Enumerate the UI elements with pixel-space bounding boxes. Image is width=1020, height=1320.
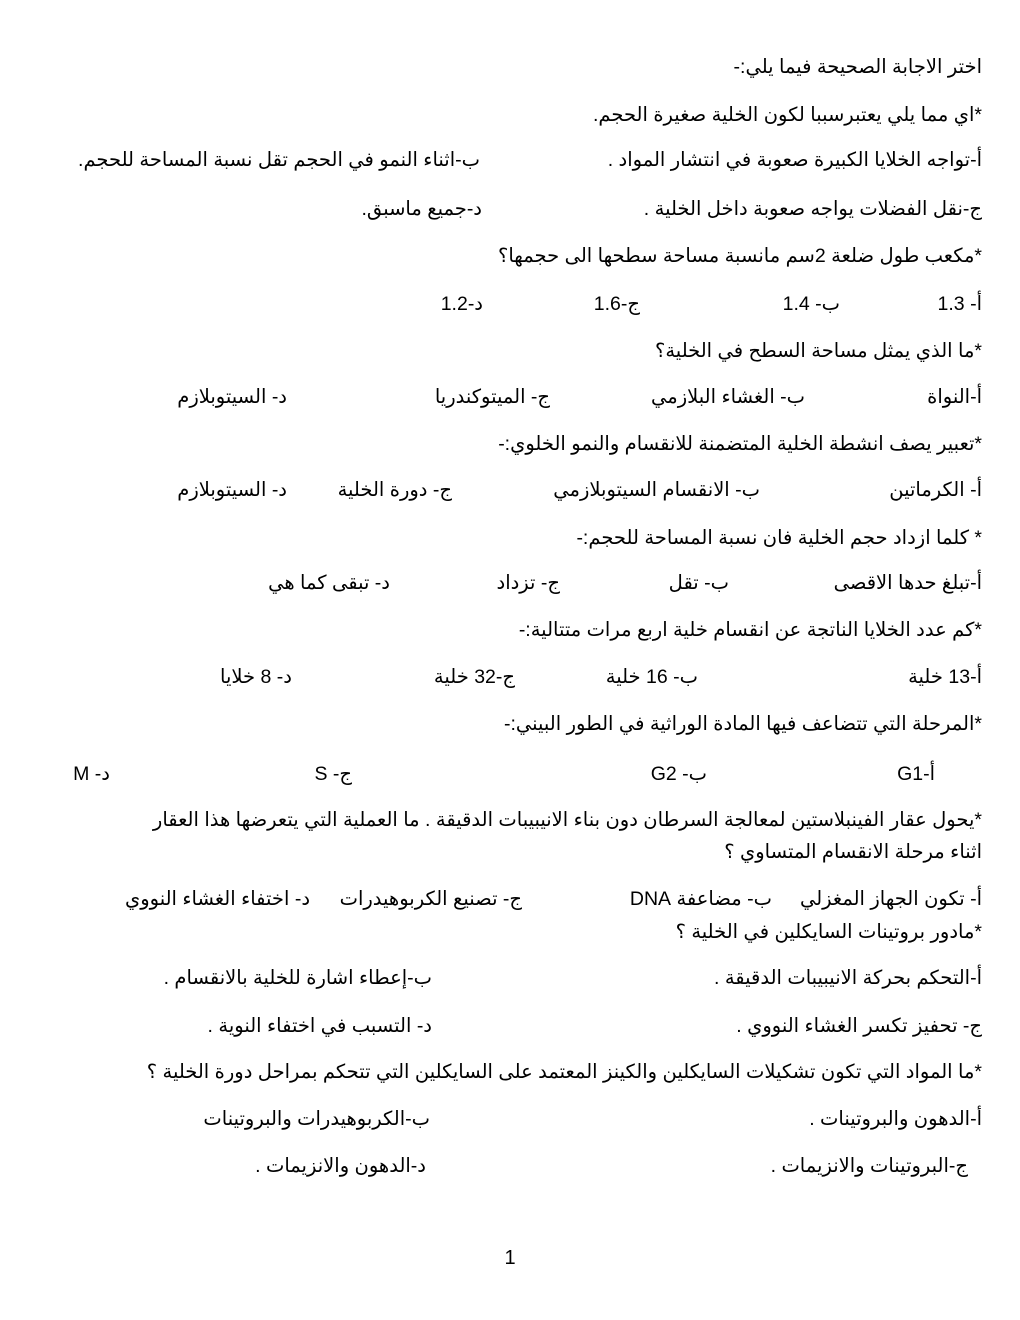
q8-option-c: ج- تصنيع الكربوهيدرات	[339, 888, 522, 910]
q8-option-b: ب- مضاعفة DNA	[629, 888, 772, 910]
q1-option-b: ب-اثناء النمو في الحجم تقل نسبة المساحة للحجم.	[78, 149, 480, 171]
q2-option-a: أ- 1.3	[937, 293, 982, 315]
q4-option-c: ج- دورة الخلية	[337, 479, 452, 501]
q1-option-d: د-جميع ماسبق.	[361, 198, 482, 220]
q2-option-b: ب- 1.4	[782, 293, 840, 315]
q6-option-a: أ-13 خلية	[908, 666, 982, 688]
q3-option-b: ب- الغشاء البلازمي	[651, 386, 805, 408]
question-6: *كم عدد الخلايا الناتجة عن انقسام خلية اربع مرات متتالية:-	[518, 619, 982, 641]
q5-option-a: أ-تبلغ حدها الاقصى	[833, 572, 982, 594]
q10-option-c: ج-البروتينات والانزيمات .	[770, 1155, 968, 1177]
question-9: *مادور بروتينات السايكلين في الخلية ؟	[675, 921, 982, 943]
question-10: *ما المواد التي تكون تشكيلات السايكلين والكينز المعتمد على السايكلين التي تتحكم بمراحل دورة الخلية ؟	[146, 1061, 982, 1083]
question-8: *يحول عقار الفينبلاستين لمعالجة السرطان دون بناء الانيبيبات الدقيقة . ما العملية التي يتعرضها هذا العقار	[152, 809, 982, 831]
q10-option-d: د-الدهون والانزيمات .	[255, 1155, 426, 1177]
q6-option-b: ب- 16 خلية	[605, 666, 698, 688]
page-number: 1	[504, 1247, 516, 1269]
q9-option-a: أ-التحكم بحركة الانيبيبات الدقيقة .	[713, 967, 982, 989]
q4-option-d: د- السيتوبلازم	[177, 479, 287, 501]
q9-option-c: ج- تحفيز تكسر الغشاء النووي .	[736, 1015, 982, 1037]
q2-option-c: ج-1.6	[593, 293, 640, 315]
q7-option-c: ج- S	[314, 763, 352, 785]
q2-option-d: د-1.2	[440, 293, 483, 315]
q4-option-b: ب- الانقسام السيتوبلازمي	[553, 479, 760, 501]
q9-option-b: ب-إعطاء اشارة للخلية بالانقسام .	[163, 967, 432, 989]
q5-option-d: د- تبقى كما هي	[268, 572, 390, 594]
q3-option-c: ج- الميتوكندريا	[434, 386, 550, 408]
question-3: *ما الذي يمثل مساحة السطح في الخلية؟	[655, 340, 982, 362]
q5-option-c: ج- تزداد	[496, 572, 560, 594]
q4-option-a: أ- الكرماتين	[889, 479, 982, 501]
q8-option-d: د- اختفاء الغشاء النووي	[124, 888, 310, 910]
q6-option-c: ج-32 خلية	[433, 666, 515, 688]
q7-option-d: د- M	[73, 763, 110, 785]
q8-option-a: أ- تكون الجهاز المغزلي	[799, 888, 982, 910]
q1-option-a: أ-تواجه الخلايا الكبيرة صعوبة في انتشار المواد .	[607, 149, 982, 171]
q7-option-b: ب- G2	[650, 763, 707, 785]
question-2: *مكعب طول ضلعة 2سم مانسبة مساحة سطحها الى حجمها؟	[497, 245, 982, 267]
question-1: *اي مما يلي يعتبرسببا لكون الخلية صغيرة الحجم.	[592, 104, 982, 126]
question-7: *المرحلة التي تتضاعف فيها المادة الوراثية في الطور البيني:-	[503, 713, 982, 735]
q7-option-a: أ-G1	[897, 763, 935, 785]
q9-option-d: د- التسبب في اختفاء النوية .	[207, 1015, 432, 1037]
q10-option-a: أ-الدهون والبروتينات .	[809, 1108, 982, 1130]
question-8-line-2: اثناء مرحلة الانقسام المتساوي ؟	[724, 841, 982, 863]
q3-option-a: أ-النواة	[927, 386, 982, 408]
question-5: * كلما ازداد حجم الخلية فان نسبة المساحة للحجم:-	[576, 527, 982, 549]
q5-option-b: ب- تقل	[668, 572, 729, 594]
q1-option-c: ج-نقل الفضلات يواجه صعوبة داخل الخلية .	[643, 198, 982, 220]
q10-option-b: ب-الكربوهيدرات والبروتينات	[203, 1108, 430, 1130]
q3-option-d: د- السيتوبلازم	[177, 386, 287, 408]
q6-option-d: د- 8 خلايا	[220, 666, 292, 688]
question-4: *تعبير يصف انشطة الخلية المتضمنة للانقسام والنمو الخلوي:-	[498, 433, 982, 455]
instruction: اختر الاجابة الصحيحة فيما يلي:-	[733, 56, 982, 78]
